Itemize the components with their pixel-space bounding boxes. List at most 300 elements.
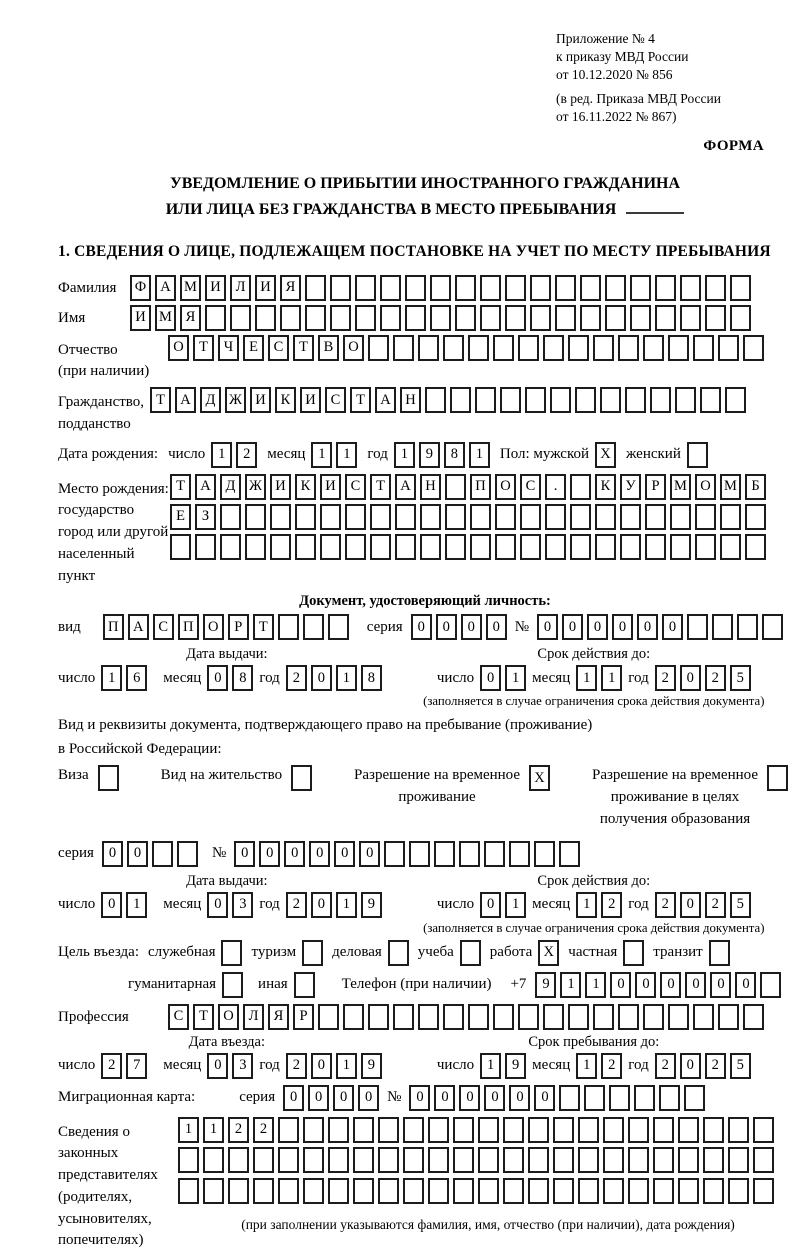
form-cell: М bbox=[155, 305, 176, 331]
form-cell bbox=[470, 534, 491, 560]
form-cell bbox=[380, 275, 401, 301]
form-cell: А bbox=[128, 614, 149, 640]
form-cell bbox=[528, 1147, 549, 1173]
form-cell bbox=[680, 305, 701, 331]
form-cell bbox=[345, 534, 366, 560]
form-cell: М bbox=[670, 474, 691, 500]
birth-date-row bbox=[58, 442, 792, 468]
form-cell: 2 bbox=[705, 665, 726, 691]
form-cell: З bbox=[195, 504, 216, 530]
form-cell: Р bbox=[645, 474, 666, 500]
form-cell bbox=[555, 305, 576, 331]
purpose-row1 bbox=[58, 940, 792, 966]
form-cell: Ж bbox=[245, 474, 266, 500]
day-label: число bbox=[436, 896, 475, 913]
form-cell bbox=[555, 275, 576, 301]
form-cell bbox=[177, 841, 198, 867]
form-cell: 9 bbox=[361, 1053, 382, 1079]
form-cell bbox=[593, 1004, 614, 1030]
form-cell bbox=[393, 335, 414, 361]
day-label: число bbox=[58, 896, 96, 913]
form-mark: ФОРМА bbox=[703, 138, 764, 155]
form-cell: 1 bbox=[336, 892, 357, 918]
migration-seriya-cells bbox=[283, 1085, 379, 1111]
form-cell: 1 bbox=[505, 665, 526, 691]
form-cell bbox=[328, 614, 349, 640]
residence-issue-month-cells bbox=[207, 892, 253, 918]
entry-year-cells bbox=[286, 1053, 382, 1079]
month-label: месяц bbox=[267, 446, 306, 463]
option-residence-permit: Вид на жительство bbox=[161, 765, 312, 791]
form-cell bbox=[628, 1178, 649, 1204]
year-label: год bbox=[259, 1057, 280, 1074]
form-cell bbox=[278, 1147, 299, 1173]
form-cell bbox=[368, 335, 389, 361]
form-cell bbox=[378, 1117, 399, 1143]
month-label: месяц bbox=[532, 896, 571, 913]
form-cell bbox=[712, 614, 733, 640]
form-cell bbox=[675, 387, 696, 413]
form-cell bbox=[455, 275, 476, 301]
residence-valid-month-cells bbox=[576, 892, 622, 918]
form-cell: М bbox=[180, 275, 201, 301]
form-cell bbox=[628, 1117, 649, 1143]
form-cell: 1 bbox=[576, 1053, 597, 1079]
form-cell: 1 bbox=[576, 665, 597, 691]
form-cell: 0 bbox=[637, 614, 658, 640]
form-cell bbox=[330, 275, 351, 301]
patronymic-cells bbox=[168, 335, 764, 361]
form-cell: 2 bbox=[655, 1053, 676, 1079]
form-cell: 0 bbox=[283, 1085, 304, 1111]
purpose-tourism-checkbox bbox=[302, 940, 323, 966]
title-blank-line bbox=[626, 200, 684, 214]
name-cells bbox=[130, 305, 751, 331]
temp-residence-education-checkbox bbox=[767, 765, 788, 791]
form-cell bbox=[545, 504, 566, 530]
purpose-business-checkbox bbox=[388, 940, 409, 966]
form-cell bbox=[653, 1178, 674, 1204]
option-temp-residence: Разрешение на временное проживание X bbox=[354, 765, 550, 809]
form-cell bbox=[305, 305, 326, 331]
purpose-humanitarian-checkbox bbox=[222, 972, 243, 998]
form-cell bbox=[443, 1004, 464, 1030]
form-cell bbox=[303, 1147, 324, 1173]
form-cell: 1 bbox=[336, 442, 357, 468]
form-cell: 2 bbox=[601, 892, 622, 918]
form-cell: И bbox=[250, 387, 271, 413]
form-cell bbox=[378, 1147, 399, 1173]
form-cell bbox=[603, 1178, 624, 1204]
form-cell bbox=[753, 1147, 774, 1173]
form-cell: 1 bbox=[560, 972, 581, 998]
form-cell bbox=[195, 534, 216, 560]
form-cell: И bbox=[320, 474, 341, 500]
form-cell: 1 bbox=[336, 1053, 357, 1079]
legal-reps-cells-row2 bbox=[178, 1147, 774, 1173]
form-cell bbox=[495, 534, 516, 560]
restriction-note: (заполняется в случае ограничения срока действия документа) bbox=[423, 920, 765, 935]
form-cell: 0 bbox=[234, 841, 255, 867]
form-cell bbox=[630, 275, 651, 301]
identity-doc-dates bbox=[58, 646, 792, 709]
purpose-other-checkbox bbox=[294, 972, 315, 998]
form-cell bbox=[328, 1117, 349, 1143]
form-cell: С bbox=[520, 474, 541, 500]
purpose-work-checkbox bbox=[538, 940, 559, 966]
legal-reps-cells-block bbox=[178, 1117, 798, 1233]
form-cell: 0 bbox=[680, 665, 701, 691]
form-cell: 2 bbox=[101, 1053, 122, 1079]
form-cell: Т bbox=[293, 335, 314, 361]
identity-doc-type-cells bbox=[103, 614, 349, 640]
form-cell bbox=[453, 1117, 474, 1143]
year-label: год bbox=[628, 896, 649, 913]
form-cell bbox=[353, 1147, 374, 1173]
entry-date-header: Дата въезда: bbox=[188, 1033, 266, 1050]
year-label: год bbox=[259, 896, 280, 913]
form-cell: . bbox=[545, 474, 566, 500]
form-cell bbox=[684, 1085, 705, 1111]
form-cell: 0 bbox=[735, 972, 756, 998]
form-cell: Д bbox=[200, 387, 221, 413]
day-label: число bbox=[58, 669, 96, 686]
form-cell bbox=[480, 275, 501, 301]
form-cell: 0 bbox=[334, 841, 355, 867]
form-cell bbox=[403, 1147, 424, 1173]
form-cell bbox=[230, 305, 251, 331]
form-cell bbox=[703, 1117, 724, 1143]
form-cell bbox=[543, 335, 564, 361]
form-cell bbox=[620, 534, 641, 560]
form-cell bbox=[353, 1178, 374, 1204]
form-cell bbox=[595, 534, 616, 560]
form-cell bbox=[434, 841, 455, 867]
identity-issue-day-cells bbox=[101, 665, 147, 691]
form-cell: К bbox=[275, 387, 296, 413]
form-cell: 2 bbox=[705, 1053, 726, 1079]
form-cell bbox=[550, 387, 571, 413]
form-cell: О bbox=[695, 474, 716, 500]
form-title-line1: УВЕДОМЛЕНИЕ О ПРИБЫТИИ ИНОСТРАННОГО ГРАЖДАНИНА bbox=[169, 175, 681, 193]
form-cell bbox=[221, 940, 242, 966]
form-cell bbox=[618, 1004, 639, 1030]
identity-issue-month-cells bbox=[207, 665, 253, 691]
identity-doc-header: Документ, удостоверяющий личность: bbox=[299, 593, 551, 610]
form-cell bbox=[605, 305, 626, 331]
form-cell: 2 bbox=[236, 442, 257, 468]
month-label: месяц bbox=[163, 1057, 202, 1074]
form-cell bbox=[378, 1178, 399, 1204]
sex-female-checkbox bbox=[687, 442, 708, 468]
form-cell bbox=[303, 614, 324, 640]
form-cell bbox=[745, 534, 766, 560]
form-cell bbox=[518, 1004, 539, 1030]
form-cell bbox=[253, 1178, 274, 1204]
form-cell bbox=[468, 1004, 489, 1030]
form-cell: 0 bbox=[207, 1053, 228, 1079]
form-cell: 0 bbox=[660, 972, 681, 998]
form-cell bbox=[428, 1117, 449, 1143]
surname-label: Фамилия bbox=[58, 279, 117, 296]
form-cell bbox=[559, 1085, 580, 1111]
form-cell: 7 bbox=[126, 1053, 147, 1079]
form-cell bbox=[495, 504, 516, 530]
year-label: год bbox=[367, 446, 388, 463]
form-cell bbox=[678, 1178, 699, 1204]
form-cell bbox=[568, 335, 589, 361]
form-cell bbox=[570, 504, 591, 530]
form-cell bbox=[645, 534, 666, 560]
form-cell bbox=[178, 1147, 199, 1173]
form-cell bbox=[693, 335, 714, 361]
form-cell: 0 bbox=[710, 972, 731, 998]
form-cell bbox=[743, 335, 764, 361]
form-cell bbox=[568, 1004, 589, 1030]
purpose-other: иная bbox=[258, 972, 315, 998]
form-cell bbox=[603, 1147, 624, 1173]
form-cell bbox=[693, 1004, 714, 1030]
residence-doc-dates bbox=[58, 873, 792, 936]
appendix-line: к приказу МВД России bbox=[556, 49, 689, 65]
form-cell bbox=[303, 1117, 324, 1143]
legal-reps-cells-row3 bbox=[178, 1178, 774, 1204]
entry-month-cells bbox=[207, 1053, 253, 1079]
form-cell bbox=[578, 1117, 599, 1143]
citizenship-label: Гражданство, подданство bbox=[58, 394, 145, 432]
month-label: месяц bbox=[163, 896, 202, 913]
form-cell: 0 bbox=[680, 1053, 701, 1079]
form-cell bbox=[559, 841, 580, 867]
form-cell bbox=[678, 1147, 699, 1173]
form-cell: С bbox=[153, 614, 174, 640]
form-cell bbox=[445, 534, 466, 560]
birth-day-cells bbox=[211, 442, 257, 468]
form-cell bbox=[395, 504, 416, 530]
form-cell: 0 bbox=[612, 614, 633, 640]
form-cell bbox=[659, 1085, 680, 1111]
form-cell bbox=[295, 534, 316, 560]
form-cell bbox=[653, 1147, 674, 1173]
form-cell: 0 bbox=[411, 614, 432, 640]
profession-label: Профессия bbox=[58, 1008, 129, 1025]
form-cell bbox=[468, 335, 489, 361]
form-cell bbox=[303, 1178, 324, 1204]
form-cell bbox=[278, 1117, 299, 1143]
form-cell bbox=[584, 1085, 605, 1111]
purpose-private-checkbox bbox=[623, 940, 644, 966]
identity-doc-number-cells bbox=[537, 614, 783, 640]
form-cell bbox=[737, 614, 758, 640]
form-cell: 0 bbox=[308, 1085, 329, 1111]
form-cell bbox=[368, 1004, 389, 1030]
form-cell bbox=[302, 940, 323, 966]
form-cell bbox=[678, 1117, 699, 1143]
form-cell bbox=[703, 1178, 724, 1204]
form-cell bbox=[767, 765, 788, 791]
form-cell: И bbox=[205, 275, 226, 301]
form-cell bbox=[543, 1004, 564, 1030]
form-cell: О bbox=[218, 1004, 239, 1030]
form-cell bbox=[330, 305, 351, 331]
form-cell bbox=[405, 275, 426, 301]
form-cell bbox=[203, 1178, 224, 1204]
form-cell bbox=[730, 275, 751, 301]
purpose-official: служебная bbox=[148, 940, 243, 966]
form-cell bbox=[460, 940, 481, 966]
form-cell bbox=[530, 305, 551, 331]
form-cell: С bbox=[345, 474, 366, 500]
form-cell bbox=[743, 1004, 764, 1030]
form-cell: 0 bbox=[311, 1053, 332, 1079]
form-cell: М bbox=[720, 474, 741, 500]
day-label: число bbox=[436, 1057, 475, 1074]
appendix-line: Приложение № 4 bbox=[556, 31, 655, 46]
appendix-block bbox=[556, 30, 792, 126]
section1-title: 1. СВЕДЕНИЯ О ЛИЦЕ, ПОДЛЕЖАЩЕМ ПОСТАНОВКЕ НА УЧЕТ ПО МЕСТУ ПРЕБЫВАНИЯ bbox=[58, 242, 771, 260]
form-cell: Я bbox=[280, 275, 301, 301]
month-label: месяц bbox=[532, 669, 571, 686]
form-cell bbox=[505, 305, 526, 331]
form-cell bbox=[500, 387, 521, 413]
form-cell bbox=[525, 387, 546, 413]
form-cell bbox=[418, 335, 439, 361]
form-cell bbox=[503, 1117, 524, 1143]
form-cell bbox=[253, 1147, 274, 1173]
sex-label: Пол: мужской bbox=[499, 446, 590, 463]
identity-valid-month-cells bbox=[576, 665, 622, 691]
purpose-transit-checkbox bbox=[709, 940, 730, 966]
form-cell bbox=[628, 1147, 649, 1173]
patronymic-label: Отчество (при наличии) bbox=[58, 341, 150, 380]
form-cell bbox=[580, 275, 601, 301]
form-cell: 3 bbox=[232, 1053, 253, 1079]
form-cell bbox=[650, 387, 671, 413]
form-cell bbox=[503, 1178, 524, 1204]
form-cell bbox=[425, 387, 446, 413]
form-cell bbox=[620, 504, 641, 530]
name-label: Имя bbox=[58, 309, 86, 326]
form-cell bbox=[478, 1178, 499, 1204]
form-cell bbox=[625, 387, 646, 413]
form-cell: 6 bbox=[126, 665, 147, 691]
form-cell bbox=[493, 1004, 514, 1030]
form-cell: Н bbox=[420, 474, 441, 500]
form-cell bbox=[305, 275, 326, 301]
form-cell bbox=[478, 1117, 499, 1143]
year-label: год bbox=[628, 1057, 649, 1074]
form-cell: Т bbox=[193, 335, 214, 361]
form-cell bbox=[553, 1147, 574, 1173]
revision-line: от 16.11.2022 № 867) bbox=[556, 109, 677, 125]
form-cell: 0 bbox=[484, 1085, 505, 1111]
form-cell: Л bbox=[230, 275, 251, 301]
restriction-note: (заполняется в случае ограничения срока действия документа) bbox=[423, 694, 765, 709]
form-cell bbox=[355, 305, 376, 331]
form-cell bbox=[205, 305, 226, 331]
identity-valid-day-cells bbox=[480, 665, 526, 691]
form-cell: X bbox=[595, 442, 616, 468]
form-cell bbox=[403, 1117, 424, 1143]
form-cell bbox=[295, 504, 316, 530]
birth-place-cells-row1 bbox=[170, 474, 766, 500]
form-cell bbox=[518, 335, 539, 361]
form-cell: Т bbox=[370, 474, 391, 500]
form-cell: 2 bbox=[253, 1117, 274, 1143]
visa-checkbox bbox=[98, 765, 119, 791]
form-cell: И bbox=[270, 474, 291, 500]
residence-issue-day-cells bbox=[101, 892, 147, 918]
form-cell bbox=[668, 335, 689, 361]
form-cell: X bbox=[529, 765, 550, 791]
form-cell: 0 bbox=[359, 841, 380, 867]
form-cell: И bbox=[255, 275, 276, 301]
form-cell bbox=[245, 504, 266, 530]
form-cell: 0 bbox=[309, 841, 330, 867]
form-cell bbox=[578, 1178, 599, 1204]
sex-male-checkbox bbox=[595, 442, 616, 468]
form-cell bbox=[453, 1178, 474, 1204]
form-cell bbox=[475, 387, 496, 413]
form-cell bbox=[695, 504, 716, 530]
form-cell: П bbox=[178, 614, 199, 640]
form-cell: Е bbox=[243, 335, 264, 361]
form-cell bbox=[700, 387, 721, 413]
form-cell: Т bbox=[150, 387, 171, 413]
citizenship-cells bbox=[150, 387, 746, 413]
form-cell bbox=[430, 275, 451, 301]
form-cell: А bbox=[395, 474, 416, 500]
year-label: год bbox=[628, 669, 649, 686]
form-cell bbox=[730, 305, 751, 331]
form-cell bbox=[762, 614, 783, 640]
temp-residence-checkbox bbox=[529, 765, 550, 791]
form-cell: П bbox=[470, 474, 491, 500]
form-cell bbox=[670, 504, 691, 530]
form-cell: О bbox=[203, 614, 224, 640]
form-cell: 0 bbox=[587, 614, 608, 640]
form-cell bbox=[405, 305, 426, 331]
form-cell: 5 bbox=[730, 665, 751, 691]
form-cell bbox=[705, 275, 726, 301]
form-cell bbox=[609, 1085, 630, 1111]
form-cell bbox=[270, 504, 291, 530]
form-cell bbox=[178, 1178, 199, 1204]
form-cell: 5 bbox=[730, 1053, 751, 1079]
form-cell: О bbox=[495, 474, 516, 500]
form-cell bbox=[653, 1117, 674, 1143]
form-cell bbox=[578, 1147, 599, 1173]
form-cell bbox=[270, 534, 291, 560]
residence-valid-year-cells bbox=[655, 892, 751, 918]
form-cell bbox=[530, 275, 551, 301]
form-cell bbox=[353, 1117, 374, 1143]
month-label: месяц bbox=[163, 669, 202, 686]
purpose-row2 bbox=[58, 972, 792, 998]
form-cell: 9 bbox=[505, 1053, 526, 1079]
issue-date-header: Дата выдачи: bbox=[186, 872, 268, 889]
form-cell: 0 bbox=[311, 665, 332, 691]
form-cell: И bbox=[300, 387, 321, 413]
form-cell bbox=[570, 534, 591, 560]
form-cell bbox=[380, 305, 401, 331]
form-cell bbox=[553, 1117, 574, 1143]
citizenship-row bbox=[58, 387, 792, 436]
profession-row bbox=[58, 1004, 792, 1030]
purpose-study: учеба bbox=[418, 940, 481, 966]
form-title-line2: ИЛИ ЛИЦА БЕЗ ГРАЖДАНСТВА В МЕСТО ПРЕБЫВАНИЯ bbox=[58, 197, 792, 223]
form-cell: 0 bbox=[662, 614, 683, 640]
